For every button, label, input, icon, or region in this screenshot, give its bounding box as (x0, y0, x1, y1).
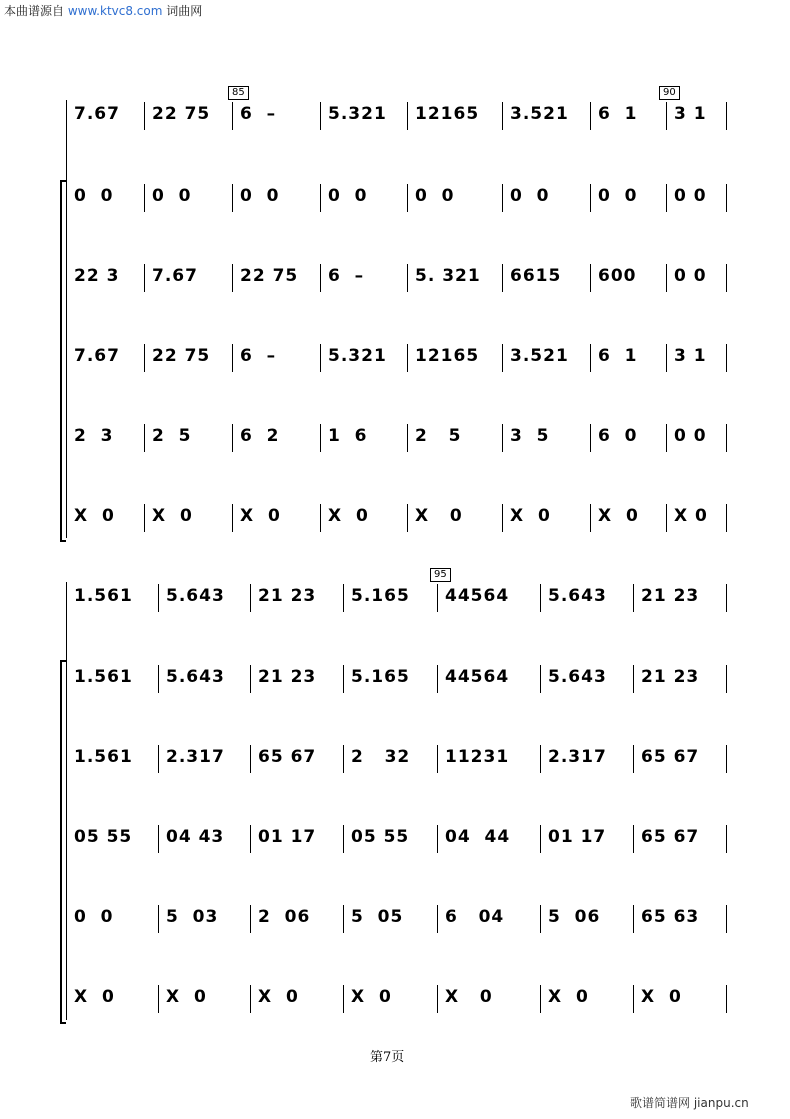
measure-notes: 65 67 (641, 827, 700, 847)
barline (633, 905, 634, 933)
barline (320, 504, 321, 532)
measure-notes: 5.165 (351, 586, 410, 606)
measure-notes: 6 1 (598, 346, 638, 366)
barline (540, 665, 541, 693)
barline (726, 424, 727, 452)
measure-notes: X 0 (74, 987, 115, 1007)
measure-notes: 5.321 (328, 104, 387, 124)
barline (144, 102, 145, 130)
measure-notes: 5.643 (166, 667, 225, 687)
measure-notes: 22 75 (240, 266, 299, 286)
barline (666, 504, 667, 532)
barline (232, 264, 233, 292)
measure-notes: 12165 (415, 346, 480, 366)
measure-notes: 5.643 (548, 586, 607, 606)
measure-notes: X 0 (548, 987, 589, 1007)
measure-notes: X 0 (415, 506, 463, 526)
barline (666, 424, 667, 452)
measure-notes: 5.643 (166, 586, 225, 606)
measure-notes: 7.67 (74, 104, 120, 124)
barline (502, 424, 503, 452)
measure-notes: 5.643 (548, 667, 607, 687)
barline (320, 102, 321, 130)
measure-notes: 12165 (415, 104, 480, 124)
measure-notes: 5 05 (351, 907, 404, 927)
measure-notes: 5. 321 (415, 266, 481, 286)
barline (144, 264, 145, 292)
barline (726, 905, 727, 933)
system-line (66, 582, 67, 1020)
measure-notes: 21 23 (258, 667, 317, 687)
measure-notes: 600 (598, 266, 637, 286)
barline (158, 665, 159, 693)
barline (726, 745, 727, 773)
measure-notes: X 0 (166, 987, 207, 1007)
measure-notes: 21 23 (641, 586, 700, 606)
barline (590, 184, 591, 212)
measure-number: 85 (228, 86, 249, 100)
measure-notes: 1 6 (328, 426, 368, 446)
measure-notes: X 0 (328, 506, 369, 526)
measure-notes: 65 67 (641, 747, 700, 767)
barline (590, 344, 591, 372)
barline (726, 504, 727, 532)
barline (540, 745, 541, 773)
measure-notes: 2 5 (152, 426, 192, 446)
measure-notes: 7.67 (152, 266, 198, 286)
measure-notes: 0 0 (328, 186, 368, 206)
barline (633, 745, 634, 773)
barline (343, 665, 344, 693)
barline (502, 504, 503, 532)
measure-notes: 2.317 (166, 747, 225, 767)
measure-notes: 0 0 (510, 186, 550, 206)
measure-notes: 04 44 (445, 827, 511, 847)
barline (232, 184, 233, 212)
measure-notes: 05 55 (351, 827, 410, 847)
barline (407, 102, 408, 130)
measure-notes: X 0 (152, 506, 193, 526)
barline (232, 102, 233, 130)
barline (250, 665, 251, 693)
barline (158, 745, 159, 773)
barline (158, 985, 159, 1013)
barline (726, 184, 727, 212)
measure-notes: 2 06 (258, 907, 311, 927)
measure-notes: 5 03 (166, 907, 219, 927)
measure-notes: 0 0 (415, 186, 455, 206)
barline (726, 344, 727, 372)
measure-notes: X 0 (240, 506, 281, 526)
barline (726, 584, 727, 612)
barline (320, 344, 321, 372)
barline (502, 344, 503, 372)
footer (630, 1094, 749, 1111)
measure-notes: 22 75 (152, 346, 211, 366)
barline (590, 102, 591, 130)
measure-notes: 2 3 (74, 426, 114, 446)
barline (502, 184, 503, 212)
barline (407, 344, 408, 372)
barline (144, 344, 145, 372)
measure-notes: 0 0 (74, 186, 114, 206)
barline (540, 985, 541, 1013)
barline (540, 825, 541, 853)
barline (633, 665, 634, 693)
barline (633, 825, 634, 853)
barline (320, 184, 321, 212)
barline (407, 184, 408, 212)
barline (343, 825, 344, 853)
measure-notes: 5.321 (328, 346, 387, 366)
barline (502, 264, 503, 292)
measure-notes: 3.521 (510, 104, 569, 124)
barline (502, 102, 503, 130)
measure-notes: 6 – (240, 346, 277, 366)
barline (158, 905, 159, 933)
measure-notes: 21 23 (258, 586, 317, 606)
measure-notes: 6 2 (240, 426, 280, 446)
measure-notes: 2 5 (415, 426, 462, 446)
site-url[interactable]: www.ktvc8.com (67, 4, 163, 18)
measure-notes: 44564 (445, 667, 510, 687)
barline (343, 745, 344, 773)
barline (250, 584, 251, 612)
measure-notes: 5 06 (548, 907, 601, 927)
barline (437, 825, 438, 853)
barline (666, 264, 667, 292)
barline (250, 905, 251, 933)
measure-notes: 1.561 (74, 667, 133, 687)
measure-notes: 04 43 (166, 827, 225, 847)
measure-number: 95 (430, 568, 451, 582)
site-name: 本曲谱源自 (4, 4, 65, 18)
measure-notes: 0 0 (674, 186, 707, 206)
measure-notes: 2 32 (351, 747, 411, 767)
barline (250, 745, 251, 773)
barline (144, 504, 145, 532)
barline (590, 264, 591, 292)
measure-number: 90 (659, 86, 680, 100)
measure-notes: 21 23 (641, 667, 700, 687)
measure-notes: X 0 (258, 987, 299, 1007)
measure-notes: 1.561 (74, 747, 133, 767)
barline (726, 985, 727, 1013)
barline (407, 264, 408, 292)
barline (666, 344, 667, 372)
measure-notes: 05 55 (74, 827, 133, 847)
barline (590, 424, 591, 452)
barline (726, 665, 727, 693)
measure-notes: 01 17 (258, 827, 317, 847)
measure-notes: 3 5 (510, 426, 550, 446)
barline (158, 584, 159, 612)
measure-notes: X 0 (445, 987, 493, 1007)
barline (437, 745, 438, 773)
barline (666, 184, 667, 212)
barline (633, 584, 634, 612)
measure-notes: 6 0 (598, 426, 638, 446)
measure-notes: 2.317 (548, 747, 607, 767)
measure-notes: 3 1 (674, 346, 707, 366)
measure-notes: 0 0 (240, 186, 280, 206)
barline (144, 424, 145, 452)
measure-notes: 6 – (240, 104, 277, 124)
measure-notes: 0 0 (674, 426, 707, 446)
measure-notes: 65 63 (641, 907, 700, 927)
barline (726, 825, 727, 853)
system-line (66, 100, 67, 538)
barline (437, 985, 438, 1013)
barline (437, 665, 438, 693)
measure-notes: 6 – (328, 266, 365, 286)
measure-notes: 11231 (445, 747, 510, 767)
barline (320, 424, 321, 452)
measure-notes: 3.521 (510, 346, 569, 366)
barline (726, 102, 727, 130)
measure-notes: X 0 (74, 506, 115, 526)
measure-notes: 01 17 (548, 827, 607, 847)
measure-notes: 44564 (445, 586, 510, 606)
barline (590, 504, 591, 532)
barline (407, 504, 408, 532)
barline (666, 102, 667, 130)
footer-url[interactable]: jianpu.cn (693, 1096, 749, 1110)
measure-notes: 3 1 (674, 104, 707, 124)
site-suffix: 词曲网 (166, 4, 203, 18)
page-number: 第7页 (370, 1050, 405, 1065)
barline (540, 905, 541, 933)
measure-notes: 6 04 (445, 907, 505, 927)
barline (343, 905, 344, 933)
measure-notes: X 0 (510, 506, 551, 526)
barline (726, 264, 727, 292)
measure-notes: 22 3 (74, 266, 120, 286)
measure-notes: 5.165 (351, 667, 410, 687)
measure-notes: 0 0 (74, 907, 114, 927)
measure-notes: X 0 (674, 506, 708, 526)
measure-notes: 7.67 (74, 346, 120, 366)
measure-notes: X 0 (351, 987, 392, 1007)
measure-notes: 65 67 (258, 747, 317, 767)
barline (407, 424, 408, 452)
barline (232, 504, 233, 532)
barline (250, 825, 251, 853)
barline (540, 584, 541, 612)
measure-notes: 6 1 (598, 104, 638, 124)
barline (320, 264, 321, 292)
measure-notes: 0 0 (598, 186, 638, 206)
measure-notes: X 0 (598, 506, 639, 526)
measure-notes: 6615 (510, 266, 562, 286)
barline (144, 184, 145, 212)
measure-notes: 1.561 (74, 586, 133, 606)
measure-notes: 0 0 (674, 266, 707, 286)
barline (437, 584, 438, 612)
barline (437, 905, 438, 933)
measure-notes: 0 0 (152, 186, 192, 206)
barline (232, 344, 233, 372)
barline (158, 825, 159, 853)
barline (343, 584, 344, 612)
measure-notes: X 0 (641, 987, 682, 1007)
page-header (4, 2, 202, 19)
barline (250, 985, 251, 1013)
barline (633, 985, 634, 1013)
footer-text: 歌谱简谱网 (630, 1096, 691, 1110)
measure-notes: 22 75 (152, 104, 211, 124)
barline (343, 985, 344, 1013)
barline (232, 424, 233, 452)
